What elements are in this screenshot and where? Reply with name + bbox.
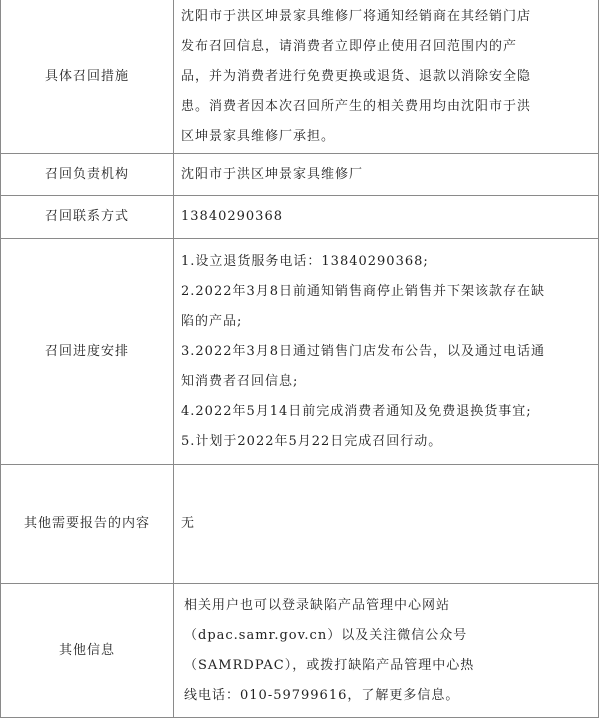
row-label: 召回负责机构 [1, 154, 174, 196]
text-line: 知消费者召回信息; [181, 373, 299, 389]
text-line: 无 [181, 516, 196, 531]
row-label: 其他需要报告的内容 [1, 465, 174, 584]
row-label: 具体召回措施 [1, 0, 174, 154]
text-line: 2.2022年3月8日前通知销售商停止销售并下架该款存在缺 [181, 283, 546, 299]
row-value [174, 465, 599, 584]
text-line: （SAMRDPAC），或拨打缺陷产品管理中心热 [184, 657, 475, 673]
row-value [174, 239, 599, 465]
text-line: 4.2022年5月14日前完成消费者通知及免费退换货事宜; [181, 403, 532, 419]
row-value [174, 196, 599, 239]
text-line: 3.2022年3月8日通过销售门店发布公告，以及通过电话通 [181, 343, 546, 359]
text-line: 陷的产品; [181, 313, 243, 329]
row-value [174, 584, 599, 718]
row-value [174, 0, 599, 154]
table-row [1, 584, 599, 718]
text-line: 1.设立退货服务电话：13840290368; [181, 253, 429, 269]
text-line: 发布召回信息，请消费者立即停止使用召回范围内的产 [181, 38, 518, 54]
text-line: 相关用户也可以登录缺陷产品管理中心网站 [184, 597, 451, 613]
phone-number: 13840290368 [181, 209, 283, 224]
row-label: 召回联系方式 [1, 196, 174, 239]
text-line: 患。消费者因本次召回所产生的相关费用均由沈阳市于洪 [181, 98, 532, 114]
table-row [1, 154, 599, 196]
table-row [1, 0, 599, 154]
text-line: （dpac.samr.gov.cn）以及关注微信公众号 [184, 627, 468, 643]
text-line: 线电话：010-59799616，了解更多信息。 [184, 687, 460, 703]
row-value [174, 154, 599, 196]
row-label: 其他信息 [1, 584, 174, 718]
text-line: 沈阳市于洪区坤景家具维修厂 [181, 166, 364, 182]
text-line: 品，并为消费者进行免费更换或退货、退款以消除安全隐 [181, 68, 532, 84]
text-line: 5.计划于2022年5月22日完成召回行动。 [181, 433, 443, 449]
table-row [1, 196, 599, 239]
table-row [1, 239, 599, 465]
table-row [1, 465, 599, 584]
text-line: 区坤景家具维修厂承担。 [181, 128, 336, 144]
text-line: 沈阳市于洪区坤景家具维修厂将通知经销商在其经销门店 [181, 8, 532, 24]
row-label: 召回进度安排 [1, 239, 174, 465]
